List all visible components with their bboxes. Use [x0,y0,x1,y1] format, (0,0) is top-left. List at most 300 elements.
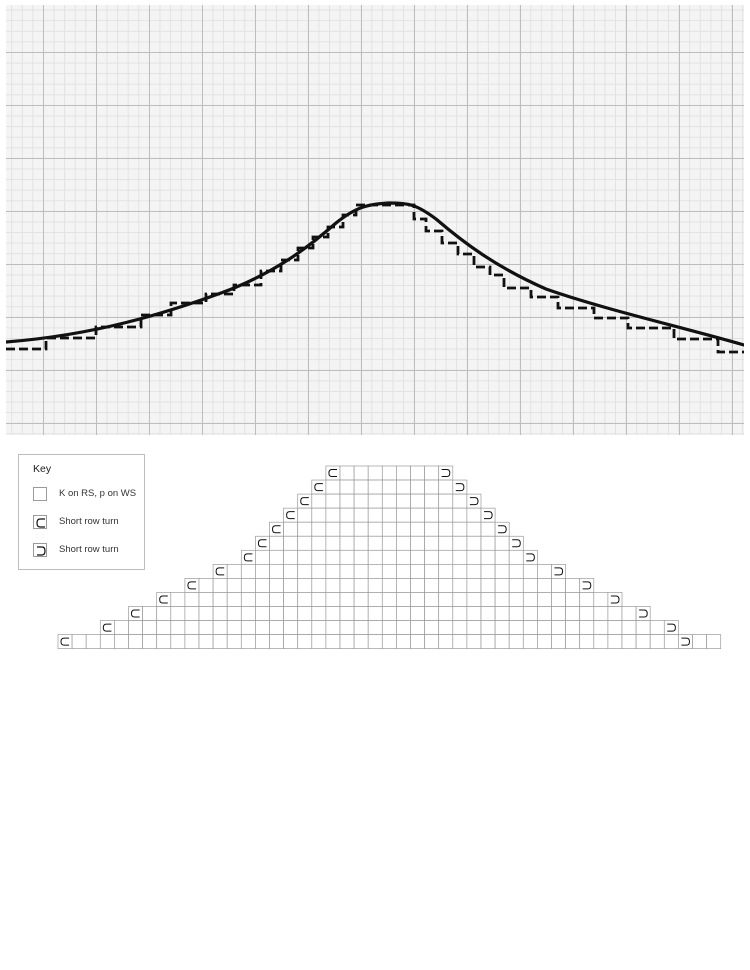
chart-cell [157,592,171,606]
chart-cell [495,607,509,621]
chart-cell [566,578,580,592]
chart-cell [481,621,495,635]
chart-cell [340,480,354,494]
chart-cell [213,621,227,635]
chart-cell [382,635,396,649]
chart-cell [185,578,199,592]
chart-cell [467,578,481,592]
chart-cell [382,480,396,494]
chart-cell [368,635,382,649]
chart-cell [129,607,143,621]
chart-cell [326,508,340,522]
chart-cell [100,621,114,635]
chart-cell [509,621,523,635]
chart-cell [439,466,453,480]
chart-cell [467,550,481,564]
chart-cell [241,621,255,635]
chart-cell [213,564,227,578]
graph-paper-sketch [6,5,744,435]
chart-cell [298,592,312,606]
chart-cell [467,621,481,635]
chart-cell [227,621,241,635]
chart-cell [326,635,340,649]
chart-cell [509,536,523,550]
chart-cell [354,607,368,621]
chart-cell [326,607,340,621]
chart-cell [157,607,171,621]
chart-cell [255,635,269,649]
chart-cell [481,578,495,592]
chart-cell [382,621,396,635]
key-item-label: Short row turn [59,544,119,555]
chart-cell [382,550,396,564]
chart-cell [396,480,410,494]
chart-cell [537,564,551,578]
chart-cell [439,564,453,578]
sketch-drawing [6,5,744,435]
chart-cell [509,607,523,621]
chart-cell [396,550,410,564]
chart-cell [270,635,284,649]
chart-cell [284,522,298,536]
chart-cell [100,635,114,649]
stepped-short-row-outline [6,205,744,352]
chart-cell [495,550,509,564]
chart-cell [453,494,467,508]
chart-cell [411,621,425,635]
chart-cell [326,466,340,480]
chart-cell [552,592,566,606]
chart-cell [411,508,425,522]
chart-cell [396,635,410,649]
chart-cell [594,635,608,649]
chart-cell [284,508,298,522]
chart-cell [368,466,382,480]
chart-cell [298,607,312,621]
chart-cell [608,621,622,635]
chart-cell [340,550,354,564]
chart-cell [411,480,425,494]
chart-cell [382,592,396,606]
chart-cell [270,536,284,550]
chart-cell [580,607,594,621]
chart-cell [425,536,439,550]
chart-cell [425,508,439,522]
chart-cell [608,592,622,606]
chart-cell [241,564,255,578]
chart-cell [439,635,453,649]
chart-cell [255,621,269,635]
chart-cell [650,635,664,649]
chart-cell [439,494,453,508]
chart-cell [566,607,580,621]
chart-cell [213,592,227,606]
chart-cell [58,635,72,649]
chart-cell [171,592,185,606]
chart-cell [199,621,213,635]
chart-cell [382,508,396,522]
chart-cell [86,635,100,649]
chart-cell [354,522,368,536]
chart-cell [509,564,523,578]
chart-cell [312,522,326,536]
chart-cell [270,621,284,635]
chart-cell [368,508,382,522]
chart-cell [143,635,157,649]
chart-cell [255,564,269,578]
chart-cell [255,607,269,621]
chart-cell [368,494,382,508]
chart-cell [326,621,340,635]
chart-cell [594,621,608,635]
chart-cell [425,635,439,649]
chart-cell [537,592,551,606]
chart-cell [396,466,410,480]
chart-cell [368,564,382,578]
chart-cell [368,550,382,564]
chart-cell [467,635,481,649]
chart-cell [509,550,523,564]
chart-cell [467,607,481,621]
chart-cell [396,494,410,508]
chart-cell [354,466,368,480]
chart-cell [453,522,467,536]
chart-cell [312,635,326,649]
chart-cell [537,635,551,649]
chart-cell [664,621,678,635]
chart-cell [622,635,636,649]
chart-cell [552,564,566,578]
chart-cell [382,607,396,621]
chart-cell [185,635,199,649]
chart-cell [298,494,312,508]
chart-cell [312,592,326,606]
chart-cell [270,550,284,564]
chart-cell [439,592,453,606]
chart-cell [467,494,481,508]
chart-cell [636,621,650,635]
chart-cell [537,621,551,635]
chart-cell [312,480,326,494]
chart-cell [509,635,523,649]
chart-cell [227,635,241,649]
chart-cell [382,536,396,550]
chart-cell [185,621,199,635]
blank-square-icon [33,487,47,501]
chart-cell [509,592,523,606]
chart-cell [439,550,453,564]
chart-cell [298,550,312,564]
chart-cell [693,635,707,649]
chart-cell [340,621,354,635]
chart-cell [580,635,594,649]
chart-cell [143,607,157,621]
chart-cell [411,536,425,550]
chart-cell [481,536,495,550]
chart-cell [453,550,467,564]
chart-cell [425,480,439,494]
chart-cell [171,635,185,649]
chart-cell [354,635,368,649]
chart-cell [622,621,636,635]
chart-cell [396,607,410,621]
chart-cell [566,621,580,635]
chart-cell [312,564,326,578]
chart-cell [552,635,566,649]
chart-cell [566,592,580,606]
chart-cell [298,578,312,592]
chart-cell [199,635,213,649]
chart-cell [396,522,410,536]
chart-cell [368,621,382,635]
chart-cell [312,578,326,592]
chart-cell [227,564,241,578]
chart-cell [481,607,495,621]
chart-cell [481,564,495,578]
chart-cell [467,564,481,578]
chart-key [18,454,145,570]
chart-cell [523,550,537,564]
chart-cell [580,621,594,635]
chart-cell [453,564,467,578]
chart-cell [340,522,354,536]
chart-cell [255,592,269,606]
chart-cell [664,635,678,649]
chart-cell [129,635,143,649]
chart-cell [354,564,368,578]
chart-cell [396,592,410,606]
chart-cell [580,578,594,592]
chart-cell [354,480,368,494]
chart-cell [185,592,199,606]
chart-cell [241,635,255,649]
chart-cell [241,592,255,606]
chart-cell [298,536,312,550]
chart-cell [354,621,368,635]
chart-cell [509,578,523,592]
chart-cell [368,578,382,592]
chart-cell [453,621,467,635]
chart-cell [622,607,636,621]
chart-cell [114,621,128,635]
chart-cell [425,621,439,635]
chart-cell [326,578,340,592]
chart-cell [425,564,439,578]
chart-cell [396,508,410,522]
chart-cell [312,508,326,522]
chart-cell [467,536,481,550]
chart-cell [298,522,312,536]
chart-cell [425,494,439,508]
chart-cell [439,508,453,522]
chart-cell [650,621,664,635]
chart-cell [382,466,396,480]
chart-cell [425,466,439,480]
chart-cell [481,592,495,606]
chart-cell [270,522,284,536]
chart-cell [495,578,509,592]
chart-cell [411,466,425,480]
chart-cell [411,578,425,592]
chart-cell [396,536,410,550]
chart-cell [298,508,312,522]
chart-cell [636,635,650,649]
chart-cell [270,578,284,592]
chart-cell [143,621,157,635]
chart-cell [552,621,566,635]
chart-cell [495,621,509,635]
chart-cell [227,592,241,606]
chart-cell [425,607,439,621]
chart-cell [411,550,425,564]
chart-cell [537,578,551,592]
chart-cell [382,578,396,592]
chart-cell [255,578,269,592]
chart-cell [481,508,495,522]
chart-cell [678,635,692,649]
chart-cell [284,621,298,635]
chart-cell [284,592,298,606]
chart-cell [382,494,396,508]
chart-cell [411,635,425,649]
chart-cell [340,635,354,649]
chart-cell [439,578,453,592]
chart-cell [396,621,410,635]
chart-cell [298,635,312,649]
chart-cell [354,494,368,508]
chart-cell [270,592,284,606]
chart-cell [340,494,354,508]
chart-cell [425,522,439,536]
chart-cell [636,607,650,621]
smooth-curve-outline [6,203,744,345]
chart-cell [340,508,354,522]
short-row-turn-right-icon [33,543,47,557]
chart-cell [439,522,453,536]
chart-cell [270,607,284,621]
chart-cell [326,480,340,494]
chart-cell [298,621,312,635]
chart-cell [425,592,439,606]
chart-cell [284,578,298,592]
chart-cell [580,592,594,606]
chart-cell [594,592,608,606]
chart-cell [439,480,453,494]
chart-cell [354,508,368,522]
chart-cell [453,508,467,522]
chart-cell [396,564,410,578]
chart-cell [298,564,312,578]
chart-cell [382,564,396,578]
chart-cell [523,607,537,621]
chart-cell [326,592,340,606]
chart-cell [340,607,354,621]
chart-cell [368,536,382,550]
chart-cell [326,564,340,578]
chart-cell [411,564,425,578]
chart-cell [368,607,382,621]
chart-cell [312,536,326,550]
chart-cell [495,635,509,649]
chart-cell [227,607,241,621]
chart-cell [396,578,410,592]
chart-cell [326,536,340,550]
chart-cell [114,635,128,649]
chart-cell [255,550,269,564]
chart-cell [171,607,185,621]
chart-cell [481,635,495,649]
chart-cell [439,607,453,621]
chart-cell [411,592,425,606]
chart-cell [312,494,326,508]
chart-cell [199,592,213,606]
chart-cell [495,536,509,550]
chart-cell [368,592,382,606]
chart-cell [199,578,213,592]
chart-cell [284,607,298,621]
chart-cell [411,494,425,508]
chart-cell [608,607,622,621]
chart-cell [552,607,566,621]
chart-cell [284,550,298,564]
chart-cell [425,550,439,564]
chart-cell [157,635,171,649]
chart-cell [523,635,537,649]
chart-cell [213,578,227,592]
chart-cell [537,607,551,621]
short-row-turn-left-icon [33,515,47,529]
chart-cell [284,564,298,578]
chart-cell [439,621,453,635]
key-title: Key [33,463,52,475]
chart-cell [467,508,481,522]
chart-cell [284,536,298,550]
chart-cell [354,592,368,606]
chart-cell [368,522,382,536]
chart-cell [453,635,467,649]
chart-cell [340,564,354,578]
chart-cell [213,635,227,649]
chart-cell [354,578,368,592]
chart-cell [523,578,537,592]
chart-cell [481,522,495,536]
chart-cell [453,607,467,621]
chart-cell [439,536,453,550]
chart-cell [481,550,495,564]
chart-cell [312,607,326,621]
chart-cell [382,522,396,536]
chart-cell [185,607,199,621]
chart-cell [453,578,467,592]
chart-cell [199,607,213,621]
chart-cell [354,550,368,564]
chart-cell [340,466,354,480]
chart-cell [523,621,537,635]
chart-cell [495,564,509,578]
chart-cell [171,621,185,635]
chart-cell [241,550,255,564]
chart-cell [241,578,255,592]
chart-cell [594,607,608,621]
chart-cell [340,536,354,550]
chart-cell [270,564,284,578]
chart-cell [425,578,439,592]
chart-cell [368,480,382,494]
chart-cell [354,536,368,550]
chart-cell [411,522,425,536]
chart-cell [495,522,509,536]
chart-cell [566,635,580,649]
